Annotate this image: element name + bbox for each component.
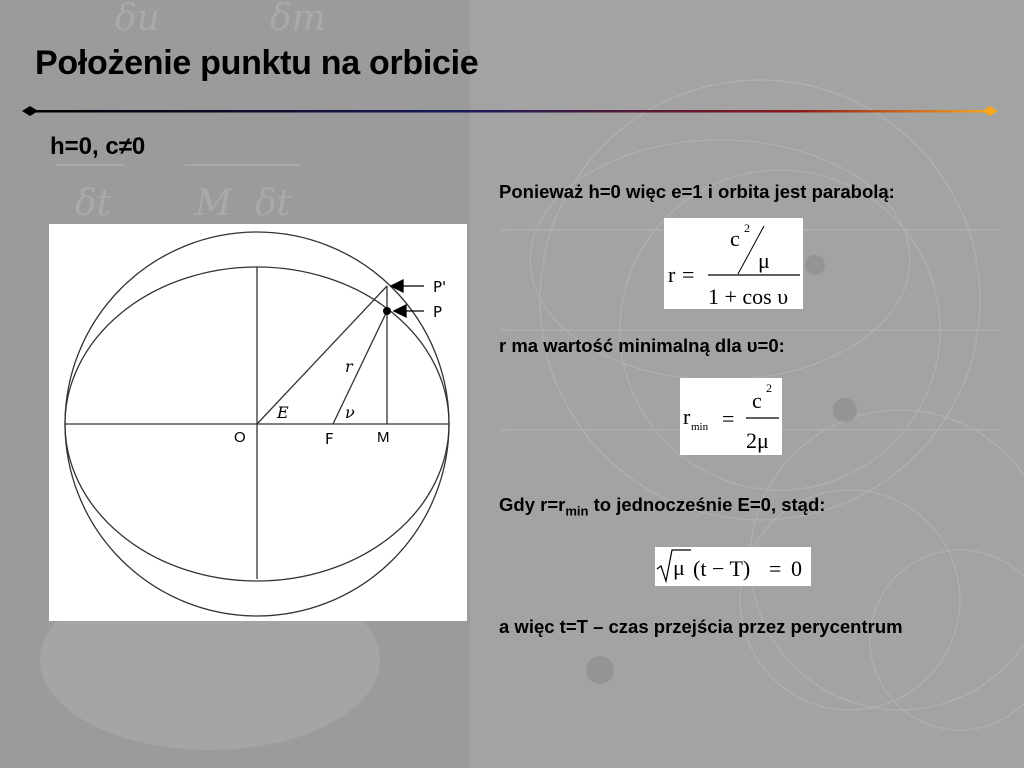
arrow-p-prime [391,280,424,292]
svg-text:δt: δt [255,183,292,224]
eq1-num-mu: μ [758,248,770,273]
eq2-lhs-sub: min [691,421,709,433]
equation-rmin [680,378,782,455]
equation-parabola [664,218,803,309]
label-m: M [377,429,390,446]
eq2-num-exp: 2 [766,381,772,395]
svg-text:δt: δt [75,183,112,224]
eq2-num-c: c [752,388,762,413]
eq3-equals: = [769,556,782,581]
label-p-prime: P' [433,278,447,296]
text-line-gdy-sub: min [565,503,589,519]
label-o: O [234,429,246,446]
equation-time [655,547,811,586]
svg-text:δm: δm [270,0,326,39]
text-line-rmin: r ma wartość minimalną dla υ=0: [499,335,785,356]
title-divider [22,103,998,119]
label-r: r [345,357,353,376]
eq2-lhs: r [683,404,691,429]
label-nu: ν [345,403,355,422]
eq3-sqrt-arg: μ [673,555,685,580]
text-line-gdy-pre: Gdy r=r [499,494,566,515]
label-f: F [325,430,334,448]
radius-vector-r [333,311,387,424]
label-e: E [277,403,289,422]
eq1-equals: = [682,262,695,287]
eq2-equals: = [722,406,735,431]
text-line-gdy-post: to jednocześnie E=0, stąd: [588,494,826,515]
eq1-num-c: c [730,226,740,251]
point-p [383,307,391,315]
slide-title: Położenie punktu na orbicie [35,44,479,82]
label-p: P [433,303,443,321]
orbit-figure [49,224,467,621]
text-line-parabola: Ponieważ h=0 więc e=1 i orbita jest parabolą: [499,181,895,202]
eq1-num-exp: 2 [744,221,750,235]
eq1-lhs: r [668,262,676,287]
svg-text:M: M [195,183,232,224]
eq1-denominator: 1 + cos υ [708,284,789,309]
slide-subtitle: h=0, c≠0 [50,133,146,160]
eq3-rhs: 0 [791,556,802,581]
eq3-paren: (t − T) [693,556,751,581]
svg-text:δu: δu [115,0,160,39]
text-line-gdy [499,494,825,519]
text-line-conclusion: a więc t=T – czas przejścia przez perycentrum [499,616,903,637]
eq2-denominator: 2μ [746,428,769,453]
